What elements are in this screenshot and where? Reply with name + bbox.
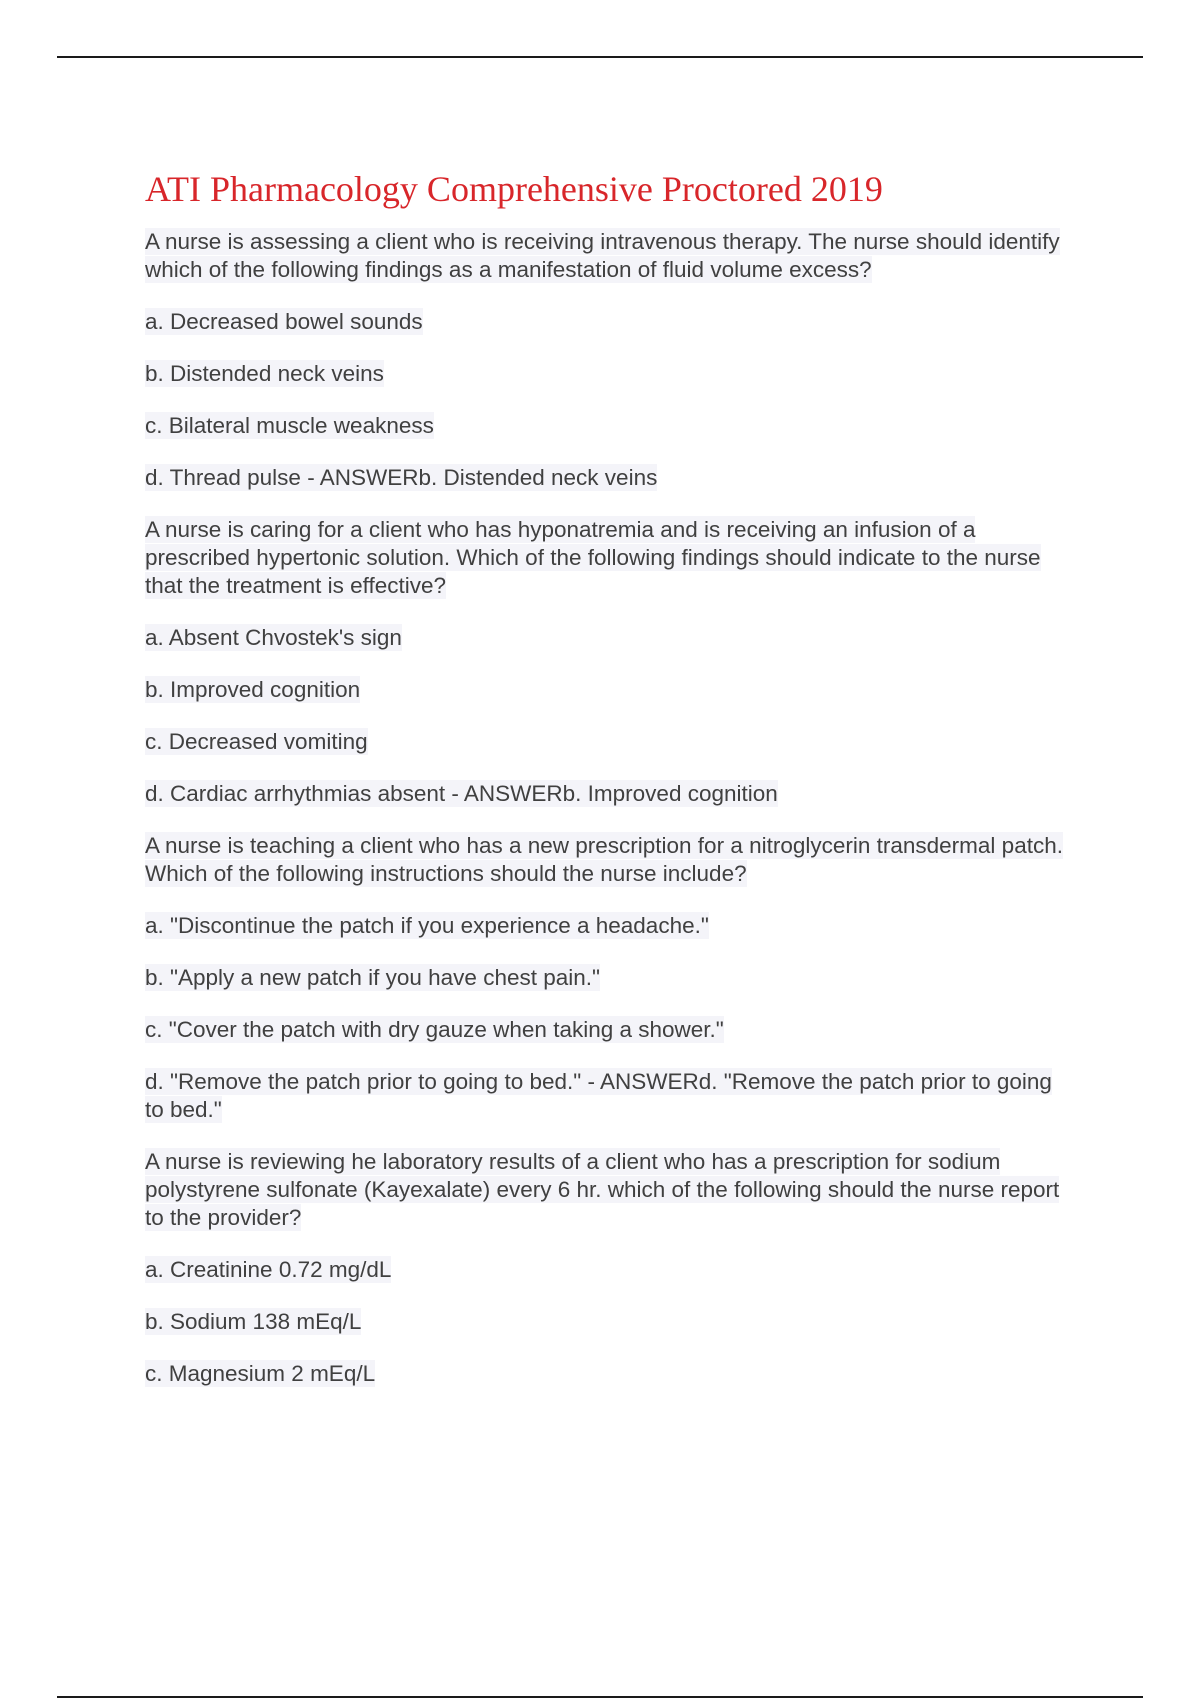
question-stem (145, 516, 1075, 600)
question-stem (145, 832, 1075, 888)
answer-option (145, 1308, 1075, 1336)
answer-option-text: b. Sodium 138 mEq/L (145, 1309, 362, 1335)
answer-option (145, 464, 1075, 492)
answer-option (145, 360, 1075, 388)
answer-option-text: b. "Apply a new patch if you have chest pain." (145, 965, 600, 991)
answer-option-text: d. Thread pulse - ANSWERb. Distended neck veins (145, 465, 658, 491)
answer-option-text: d. "Remove the patch prior to going to bed." - ANSWERd. "Remove the patch prior to going to bed." (145, 1069, 1052, 1123)
answer-option-text: c. Magnesium 2 mEq/L (145, 1361, 376, 1387)
question-stem-text: A nurse is assessing a client who is receiving intravenous therapy. The nurse should identify which of the following findings as a manifestation of fluid volume excess? (145, 229, 1060, 283)
document-title: ATI Pharmacology Comprehensive Proctored 2019 (145, 169, 883, 209)
answer-option (145, 1360, 1075, 1388)
answer-option-text: c. "Cover the patch with dry gauze when taking a shower." (145, 1017, 724, 1043)
answer-option-text: a. Creatinine 0.72 mg/dL (145, 1257, 392, 1283)
answer-option (145, 964, 1075, 992)
answer-option (145, 308, 1075, 336)
answer-option-text: b. Distended neck veins (145, 361, 384, 387)
answer-option (145, 780, 1075, 808)
answer-option (145, 1068, 1075, 1124)
top-rule (57, 56, 1143, 58)
answer-option-text: a. Decreased bowel sounds (145, 309, 423, 335)
bottom-rule (57, 1696, 1143, 1698)
answer-option-text: d. Cardiac arrhythmias absent - ANSWERb. Improved cognition (145, 781, 778, 807)
document-body (145, 168, 1075, 1412)
question-stem-text: A nurse is teaching a client who has a new prescription for a nitroglycerin transdermal patch. Which of the following instructions should the nurse include? (145, 833, 1063, 887)
question-stem (145, 1148, 1075, 1232)
question-stem-text: A nurse is caring for a client who has hyponatremia and is receiving an infusion of a prescribed hypertonic solution. Which of the following findings should indicate to the nurse that the treatment is effective? (145, 517, 1041, 599)
question-stem (145, 228, 1075, 284)
answer-option (145, 912, 1075, 940)
answer-option (145, 624, 1075, 652)
answer-option-text: a. "Discontinue the patch if you experience a headache." (145, 913, 709, 939)
answer-option-text: b. Improved cognition (145, 677, 361, 703)
question-stem-text: A nurse is reviewing he laboratory results of a client who has a prescription for sodium polystyrene sulfonate (Kayexalate) every 6 hr. which of the following should the nurse report to the provider? (145, 1149, 1060, 1231)
answer-option (145, 676, 1075, 704)
answer-option-text: a. Absent Chvostek's sign (145, 625, 402, 651)
answer-option (145, 412, 1075, 440)
answer-option (145, 1256, 1075, 1284)
answer-option (145, 1016, 1075, 1044)
answer-option (145, 728, 1075, 756)
answer-option-text: c. Bilateral muscle weakness (145, 413, 434, 439)
answer-option-text: c. Decreased vomiting (145, 729, 368, 755)
